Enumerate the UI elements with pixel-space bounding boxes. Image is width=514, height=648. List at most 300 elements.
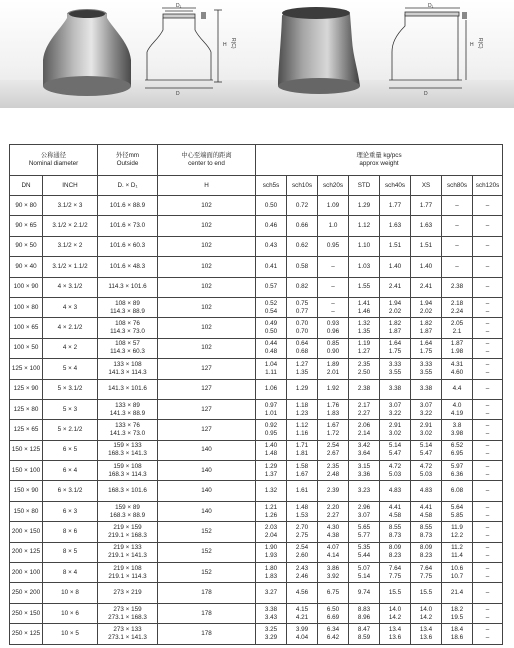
cell-weight [256,297,287,317]
cell-weight [349,297,380,317]
cell-center-to-end: 152 [158,522,256,542]
cell-weight [442,338,473,358]
table-row [10,216,503,236]
cell-weight [380,420,411,440]
cell-value: 2.41 [388,283,402,291]
cell-value: – [485,401,490,409]
cell-weight [473,196,503,216]
cell-weight [380,359,411,379]
cell-weight [318,542,349,562]
cell-value: 4.4 [452,385,462,393]
cell-weight [256,257,287,277]
cell-value: 9.74 [357,589,371,597]
cell-inch: 8 × 5 [43,542,98,562]
cell-weight [411,236,442,256]
subheader-cell: D. × D₁ [98,176,158,196]
cell-weight [287,583,318,603]
table-row [10,236,503,256]
cell-outside-diameter [98,216,158,236]
cell-value: 0.72 [295,201,309,209]
cell-value: 18.6 [450,633,464,641]
cell-value: 1.03 [357,262,371,270]
cell-weight [442,461,473,481]
drawing-label-d1-eccentric: D₁ [428,3,434,9]
cell-value: 2.91 [388,421,402,429]
cell-value: 3.02 [419,429,433,437]
cell-value: 2.46 [295,572,309,580]
subheader-cell: sch10s [287,176,318,196]
cell-value: 0.70 [295,320,309,328]
cell-weight [473,563,503,583]
cell-weight [287,359,318,379]
cell-weight [287,297,318,317]
cell-value: 1.64 [388,340,402,348]
cell-value: 3.98 [450,429,464,437]
cell-value: 6.52 [450,442,464,450]
cell-value: 3.38 [419,385,433,393]
cell-weight [349,522,380,542]
cell-weight [256,603,287,623]
cell-center-to-end: 178 [158,624,256,644]
cell-value: 5.47 [388,450,402,458]
cell-value: 5.65 [357,523,371,531]
cell-value: 114.3 × 101.6 [108,283,147,291]
cell-value: 3.92 [326,572,340,580]
cell-value: 3.33 [419,360,433,368]
cell-weight [380,399,411,419]
cell-value: 1.87 [419,328,433,336]
cell-weight [380,379,411,399]
cell-weight [349,236,380,256]
cell-value: 2.18 [450,299,464,307]
cell-value: 1.67 [295,470,309,478]
cell-value: 1.11 [265,368,277,376]
cell-inch: 5 × 3.1/2 [43,379,98,399]
subheader-cell: H [158,176,256,196]
cell-value: – [485,283,490,291]
header-nominal-cn: 公称通径 [40,152,67,159]
cell-value: 21.4 [450,589,464,597]
cell-value: 273 × 159 [113,605,142,613]
cell-dn: 150 × 80 [10,501,43,521]
cell-value: 3.36 [357,470,371,478]
cell-value: 3.27 [264,589,278,597]
cell-weight [380,216,411,236]
cell-weight [287,481,318,501]
cell-value: 6.34 [326,625,340,633]
cell-weight [349,257,380,277]
cell-weight [380,196,411,216]
cell-value: 219 × 159 [113,523,142,531]
cell-value: 2.91 [419,421,433,429]
subheader-cell: STD [349,176,380,196]
cell-value: 1.40 [264,442,278,450]
cell-value: 1.81 [295,450,309,458]
cell-value: 5.85 [450,511,464,519]
cell-outside-diameter [98,501,158,521]
cell-weight [473,257,503,277]
cell-value: 0.54 [264,307,278,315]
cell-weight [473,399,503,419]
cell-weight [349,501,380,521]
cell-value: 2.35 [357,360,371,368]
header-row-titles [10,145,503,176]
cell-weight [318,359,349,379]
cell-value: 8.59 [357,633,371,641]
cell-value: 1.63 [388,222,402,230]
drawing-label-h: H [223,42,227,48]
cell-weight [473,501,503,521]
cell-value: 1.04 [264,360,278,368]
cell-weight [287,461,318,481]
cell-weight [256,196,287,216]
cell-value: 1.06 [264,385,278,393]
cell-value: 4.15 [295,605,309,613]
cell-value: 2.48 [326,470,340,478]
cell-weight [318,440,349,460]
cell-value: – [331,307,335,315]
cell-value: 5.64 [450,503,464,511]
cell-weight [349,379,380,399]
cell-weight [349,624,380,644]
cell-value: 2.02 [419,307,433,315]
header-nominal-diameter [10,145,98,176]
cell-value: 4.19 [450,409,464,417]
cell-weight [380,603,411,623]
cell-weight [473,236,503,256]
cell-weight [442,522,473,542]
cell-value: 1.29 [357,201,371,209]
cell-value: – [485,429,490,437]
cell-value: 2.41 [419,283,433,291]
cell-inch: 4 × 3.1/2 [43,277,98,297]
cell-weight [473,318,503,338]
cell-value: 6.69 [326,613,340,621]
cell-center-to-end: 140 [158,461,256,481]
cell-value: 141.3 × 101.6 [108,385,147,393]
cell-value: 1.35 [357,328,371,336]
cell-value: 1.75 [388,348,402,356]
cell-outside-diameter [98,297,158,317]
cell-value: 1.32 [264,487,278,495]
cell-weight [380,501,411,521]
table-row [10,461,503,481]
cell-weight [318,501,349,521]
cell-value: 2.27 [326,511,340,519]
cell-outside-diameter [98,399,158,419]
cell-weight [442,257,473,277]
cell-weight [442,624,473,644]
cell-value: 0.48 [264,348,278,356]
cell-weight [380,257,411,277]
cell-value: 0.41 [264,262,278,270]
spec-table-body [10,196,503,645]
cell-center-to-end: 127 [158,379,256,399]
cell-value: – [485,348,490,356]
cell-dn: 90 × 40 [10,257,43,277]
cell-value: 3.86 [326,564,340,572]
cell-center-to-end: 102 [158,196,256,216]
cell-value: – [485,487,490,495]
table-row [10,297,503,317]
cell-value: 2.54 [295,544,309,552]
cell-inch: 5 × 3 [43,399,98,419]
drawing-label-d-eccentric: D [424,91,428,97]
cell-weight [411,563,442,583]
cell-value: 2.24 [450,307,464,315]
cell-value: 1.18 [295,401,309,409]
cell-value: – [485,572,490,580]
cell-weight [287,501,318,521]
cell-inch: 6 × 3.1/2 [43,481,98,501]
cell-inch: 10 × 8 [43,583,98,603]
cell-value: 114.3 × 73.0 [110,328,145,336]
subheader-cell: sch120s [473,176,503,196]
cell-weight [411,318,442,338]
cell-value: 1.48 [264,450,278,458]
cell-value: – [485,613,490,621]
cell-value: 2.17 [357,401,371,409]
cell-weight [411,379,442,399]
cell-outside-diameter [98,603,158,623]
cell-value: – [485,340,490,348]
cell-value: 1.72 [326,429,340,437]
cell-value: 14.0 [388,605,402,613]
cell-value: 15.5 [419,589,433,597]
cell-value: – [485,360,490,368]
cell-outside-diameter [98,359,158,379]
cell-value: – [485,462,490,470]
cell-weight [287,440,318,460]
cell-center-to-end: 102 [158,216,256,236]
cell-inch: 5 × 2.1/2 [43,420,98,440]
cell-weight [411,399,442,419]
cell-center-to-end: 152 [158,542,256,562]
cell-value: 7.64 [419,564,433,572]
cell-value: 168.3 × 114.3 [108,470,147,478]
cell-weight [473,420,503,440]
cell-center-to-end: 127 [158,359,256,379]
cell-weight [411,440,442,460]
cell-value: – [485,421,490,429]
cell-weight [411,583,442,603]
subheader-cell: XS [411,176,442,196]
cell-value: – [485,242,490,250]
cell-weight [442,399,473,419]
header-center-to-end [158,145,256,176]
cell-value: 0.66 [295,222,309,230]
cell-dn: 125 × 80 [10,399,43,419]
cell-weight [287,563,318,583]
cell-value: 101.6 × 48.3 [109,262,146,270]
cell-center-to-end: 127 [158,399,256,419]
cell-weight [318,236,349,256]
cell-value: 0.50 [264,201,278,209]
cell-value: 1.48 [295,503,309,511]
cell-weight [287,420,318,440]
cell-weight [442,420,473,440]
cell-weight [442,277,473,297]
cell-weight [318,277,349,297]
cell-center-to-end: 178 [158,583,256,603]
header-outside-en: Outside [116,160,139,167]
cell-value: – [485,442,490,450]
cell-value: 1.77 [419,201,433,209]
cell-value: 11.9 [451,523,463,531]
cell-weight [287,522,318,542]
cell-value: 18.2 [450,605,464,613]
cell-value: 3.38 [264,605,278,613]
cell-value: – [485,262,490,270]
cell-center-to-end: 140 [158,501,256,521]
cell-inch: 4 × 2 [43,338,98,358]
cell-weight [256,359,287,379]
cell-value: 1.64 [419,340,433,348]
cell-value: – [455,201,459,209]
cell-weight [473,440,503,460]
cell-weight [349,216,380,236]
cell-value: 1.75 [419,348,433,356]
cell-value: 5.47 [419,450,433,458]
cell-value: 3.55 [388,368,402,376]
cell-dn: 90 × 65 [10,216,43,236]
table-row [10,420,503,440]
cell-weight [287,318,318,338]
cell-dn: 90 × 80 [10,196,43,216]
cell-value: 12.2 [450,531,464,539]
cell-value: 273 × 133 [113,625,142,633]
cell-value: 3.02 [388,429,402,437]
cell-value: 1.23 [295,409,309,417]
cell-inch: 4 × 2.1/2 [43,318,98,338]
cell-value: – [485,564,490,572]
reducer-spec-table [9,144,503,645]
cell-value: 3.42 [357,442,371,450]
cell-weight [473,359,503,379]
table-row [10,338,503,358]
cell-value: 13.4 [419,625,433,633]
cell-value: 5.03 [388,470,402,478]
cell-value: 0.93 [326,320,340,328]
cell-weight [473,481,503,501]
cell-value: 2.05 [450,320,464,328]
cell-value: 133 × 108 [113,360,142,368]
table-row [10,277,503,297]
cell-weight [287,236,318,256]
cell-value: 219.1 × 168.3 [108,531,147,539]
cell-value: 1.87 [388,328,402,336]
cell-weight [411,359,442,379]
cell-weight [411,481,442,501]
cell-value: 1.76 [326,401,340,409]
cell-value: 19.5 [450,613,464,621]
cell-weight [473,583,503,603]
cell-dn: 150 × 125 [10,440,43,460]
cell-value: 4.0 [452,401,462,409]
cell-value: 1.67 [326,421,340,429]
cell-weight [380,624,411,644]
subheader-cell: INCH [43,176,98,196]
cell-value: 1.90 [264,544,278,552]
table-row [10,583,503,603]
cell-value: 4.83 [388,487,402,495]
cell-value: 5.97 [450,462,464,470]
cell-value: 14.2 [419,613,433,621]
cell-value: 8.73 [388,531,402,539]
cell-value: 4.58 [419,511,433,519]
cell-outside-diameter [98,338,158,358]
cell-weight [473,379,503,399]
cell-value: – [331,262,335,270]
cell-weight [442,297,473,317]
cell-value: 5.35 [357,544,371,552]
cell-weight [256,277,287,297]
cell-weight [442,481,473,501]
subheader-cell: sch40s [380,176,411,196]
cell-outside-diameter [98,196,158,216]
cell-value: 1.51 [419,242,433,250]
cell-inch: 6 × 4 [43,461,98,481]
cell-weight [442,440,473,460]
cell-value: – [455,222,459,230]
cell-inch: 3.1/2 × 1.1/2 [43,257,98,277]
cell-value: 7.75 [419,572,433,580]
cell-weight [318,522,349,542]
concentric-reducer-photo [43,9,131,96]
cell-value: 1.29 [295,385,309,393]
cell-weight [318,603,349,623]
cell-value: 2.75 [295,531,309,539]
cell-value: 0.95 [264,429,278,437]
cell-value: 8.73 [419,531,433,539]
cell-value: 4.60 [450,368,464,376]
cell-outside-diameter [98,318,158,338]
cell-outside-diameter [98,420,158,440]
cell-value: 4.21 [295,613,309,621]
cell-weight [287,399,318,419]
header-nominal-en: Nominal diameter [28,160,79,167]
cell-value: 168.3 × 141.3 [108,450,147,458]
cell-value: 8.09 [388,544,402,552]
cell-weight [411,216,442,236]
cell-weight [411,501,442,521]
cell-weight [256,379,287,399]
cell-value: 141.3 × 73.0 [109,429,146,437]
cell-value: 168.3 × 88.9 [109,511,146,519]
table-row [10,196,503,216]
cell-weight [473,603,503,623]
drawing-label-d1: D₁ [176,3,182,9]
cell-weight [380,542,411,562]
cell-weight [349,440,380,460]
cell-weight [256,563,287,583]
cell-weight [256,624,287,644]
cell-value: 1.93 [264,552,278,560]
cell-value: 14.2 [388,613,402,621]
cell-value: 3.22 [419,409,433,417]
drawing-label-h-eccentric: H [470,42,474,48]
cell-value: 0.82 [295,283,309,291]
cell-weight [411,338,442,358]
cell-value: 2.50 [357,368,371,376]
cell-value: 0.57 [264,283,278,291]
cell-value: 4.14 [326,552,340,560]
cell-value: 1.21 [264,503,278,511]
cell-value: 0.90 [326,348,340,356]
cell-value: 7.75 [388,572,402,580]
cell-value: 1.83 [264,572,278,580]
table-row [10,359,503,379]
